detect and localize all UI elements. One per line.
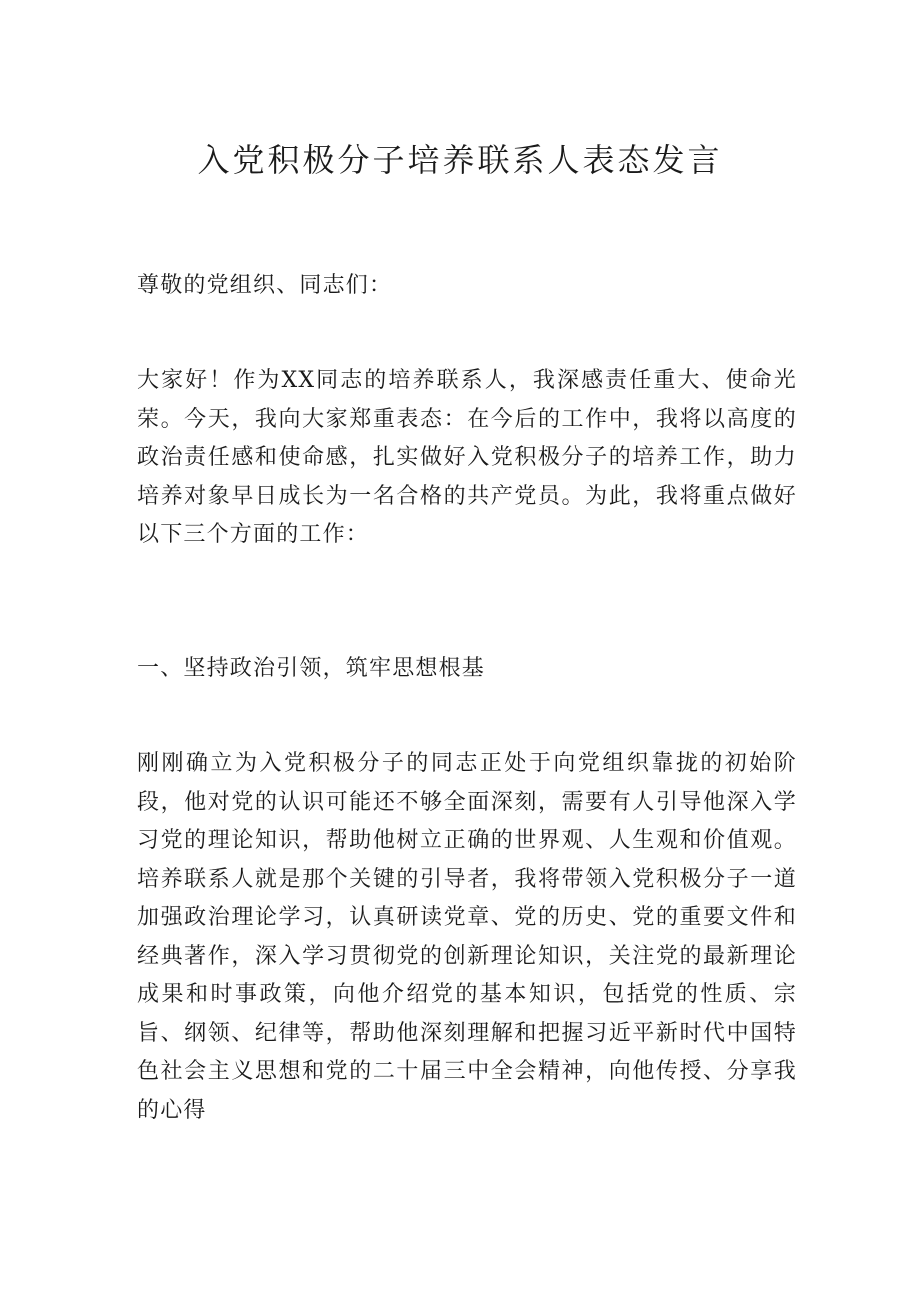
salutation: 尊敬的党组织、同志们： (137, 273, 393, 298)
intro-paragraph: 大家好！作为XX同志的培养联系人，我深感责任重大、使命光荣。今天，我向大家郑重表态：在今后的工作中，我将以高度的政治责任感和使命感，扎实做好入党积极分子的培养工作，助力培养对象早日成长为一名合格的共产党员。为此，我将重点做好以下三个方面的工作： (137, 368, 797, 547)
section-body-paragraph: 刚刚确立为入党积极分子的同志正处于向党组织靠拢的初始阶段，他对党的认识可能还不够全面深刻，需要有人引导他深入学习党的理论知识，帮助他树立正确的世界观、人生观和价值观。培养联系人就是那个关键的引导者，我将带领入党积极分子一道加强政治理论学习，认真研读党章、党的历史、党的重要文件和经典著作，深入学习贯彻党的创新理论知识，关注党的最新理论成果和时事政策，向他介绍党的基本知识，包括党的性质、宗旨、纲领、纪律等，帮助他深刻理解和把握习近平新时代中国特色社会主义思想和党的二十届三中全会精神，向他传授、分享我的心得 (137, 751, 797, 1123)
section-heading: 一、坚持政治引领，筑牢思想根基 (137, 656, 486, 681)
document-title: 入党积极分子培养联系人表态发言 (197, 141, 723, 179)
